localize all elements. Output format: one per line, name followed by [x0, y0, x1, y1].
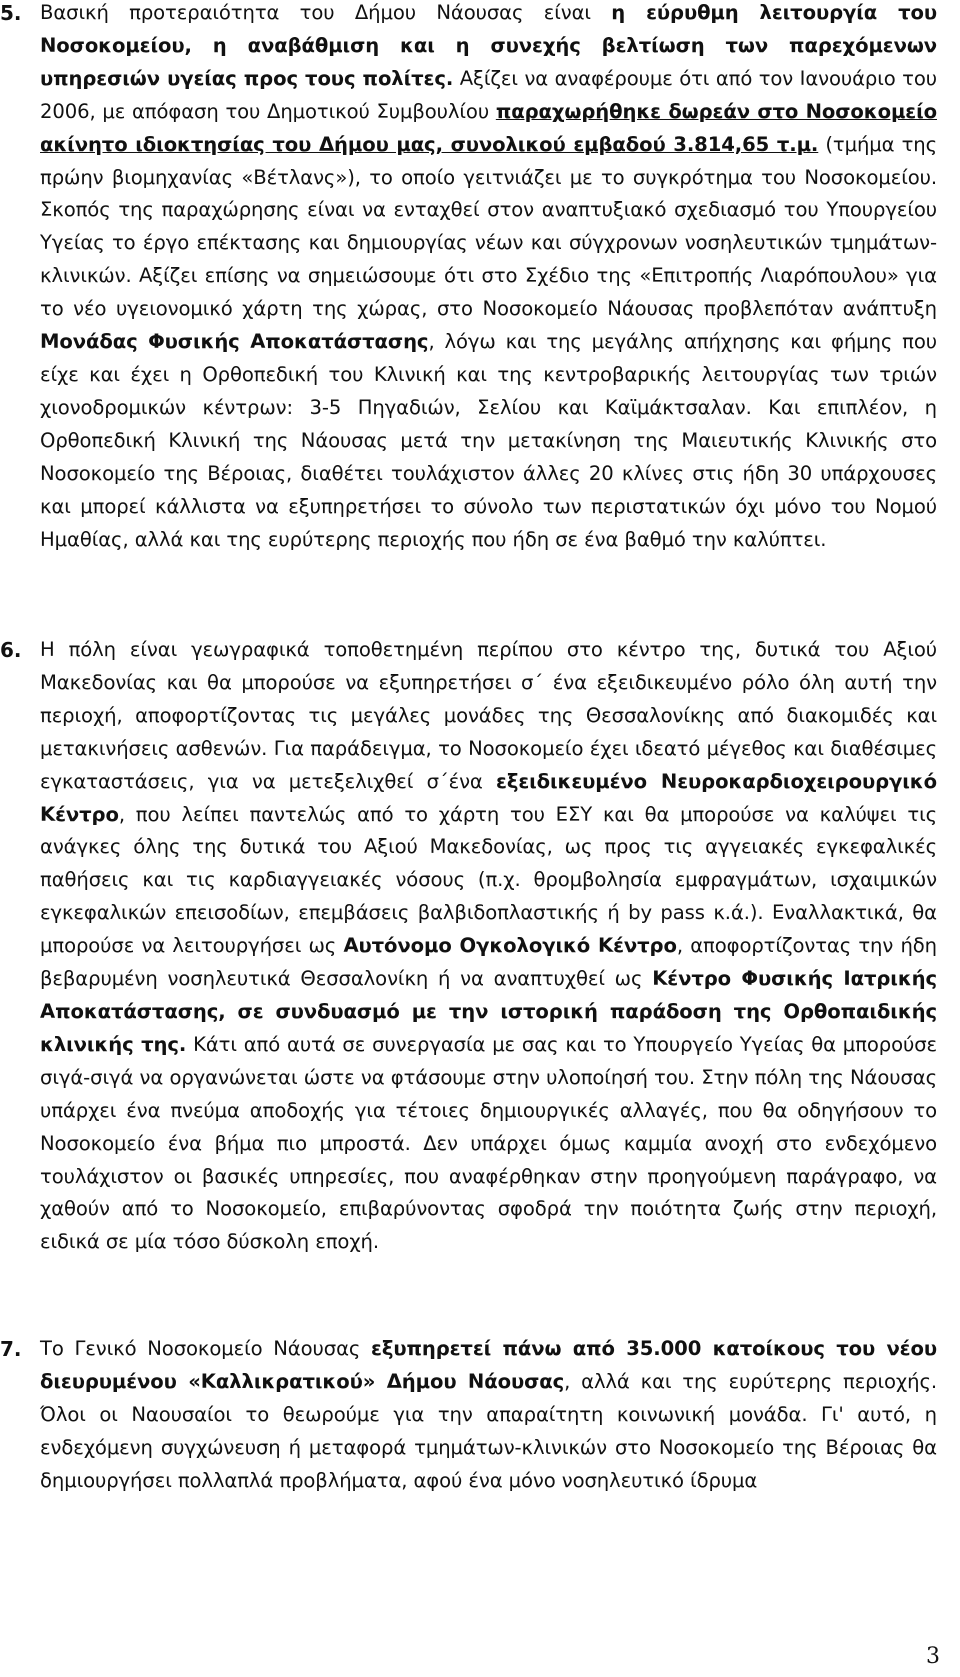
text-run: παραχωρήθηκε δωρεάν στο Νοσοκομείο	[495, 99, 937, 123]
text-run: Το Γενικό Νοσοκομείο Νάουσας	[40, 1337, 372, 1360]
text-run: Κέντρο Φυσικής Ιατρικής Αποκατάστασης, σε συνδυασμό με την ιστορική παράδοση της Ορθοπαιδικής κλινικής της.	[40, 967, 938, 1056]
text-run: εξειδικευμένο Νευροκαρδιοχειρουργικό Κέντρο	[40, 769, 937, 826]
text-run: , αλλά και της ευρύτερης περιοχής. Όλοι οι Ναουσαίοι το θεωρούμε για την απαραίτητη κοινωνική μονάδα. Γι' αυτό, η ενδεχόμενη συγχώνευση ή μεταφορά τμημάτων-κλινικών στο Νοσοκομείο της Βέροιας θα δημιουργήσει πολλαπλά προβλήματα, αφού ένα μόνο νοσηλευτικό ίδρυμα	[40, 1369, 937, 1492]
text-run: , αποφορτίζοντας την ήδη βεβαρυμένη νοσηλευτικά Θεσσαλονίκη ή να αναπτυχθεί ως	[40, 934, 938, 991]
numbered-paragraph-7	[0, 1333, 960, 1498]
text-run: , που λείπει παντελώς από το χάρτη του ΕΣΥ και θα μπορούσε να καλύψει τις ανάγκες όλης της δυτικά του Αξιού Μακεδονίας, ως προς τις αγγειακές εγκεφαλικές παθήσεις και τις καρδιαγγειακές νόσους (π.χ. θρομβολησία εμφραγμάτων, ισχαιμικών εγκεφαλικών επεισοδίων, επεμβάσεις βαλβιδοπλαστικής ή by pass κ.ά.). Εναλλακτικά, θα μπορούσε να λειτουργήσει ως	[40, 802, 937, 958]
item-number: 6.	[0, 638, 22, 662]
text-run: , λόγω και της μεγάλης απήχησης και φήμης που είχε και έχει η Ορθοπεδική του Κλινική και της κεντροβαρικής λειτουργίας των τριών χιονοδρομικών κέντρων: 3-5 Πηγαδιών, Σελίου και Καϊμάκτσαλαν. Και επιπλέον, η Ορθοπεδική Κλινική της Νάουσας μετά την μετακίνηση της Μαιευτικής Κλινικής στο Νοσοκομείο της Βέροιας, διαθέτει τουλάχιστον άλλες 20 κλίνες στις ήδη 30 υπάρχουσες και μπορεί κάλλιστα να εξυπηρετήσει το σύνολο των περιστατικών όχι μόνο του Νομού Ημαθίας, αλλά και της ευρύτερης περιοχής που ήδη σε ένα βαθμό την καλύπτει.	[40, 330, 937, 551]
text-run: ακίνητο ιδιοκτησίας του Δήμου μας, συνολικού εμβαδού 3.814,65 τ.μ.	[40, 132, 819, 156]
numbered-paragraph-5	[0, 0, 960, 556]
paragraph-text	[40, 634, 937, 1259]
text-run: Κάτι από αυτά σε συνεργασία με σας και το Υπουργείο Υγείας θα μπορούσε σιγά-σιγά να οργανώνεται ώστε να φτάσουμε στην υλοποίησή του. Στην πόλη της Νάουσας υπάρχει ένα πνεύμα αποδοχής για τέτοιες δημιουργικές αλλαγές, που θα οδηγήσουν το Νοσοκομείο ένα βήμα πιο μπροστά. Δεν υπάρχει όμως καμμία ανοχή στο ενδεχόμενο τουλάχιστον οι βασικές υπηρεσίες, που αναφέρθηκαν στην προηγούμενη παράγραφο, να χαθούν από το Νοσοκομείο, επιβαρύνοντας σφοδρά την ποιότητα ζωής στην περιοχή, ειδικά σε μία τόσο δύσκολη εποχή.	[40, 1032, 938, 1254]
numbered-paragraph-6	[0, 634, 960, 1259]
text-run: Μονάδας Φυσικής Αποκατάστασης	[40, 330, 429, 354]
text-run: Η πόλη είναι γεωγραφικά τοποθετημένη περίπου στο κέντρο της, δυτικά του Αξιού Μακεδονίας και θα μπορούσε να εξυπηρετήσει σ΄ ένα εξειδικευμένο ρόλο όλη αυτή την περιοχή, αποφορτίζοντας τις μεγάλες μονάδες της Θεσσαλονίκης από διακομιδές και μετακινήσεις ασθενών. Για παράδειγμα, το Νοσοκομείο έχει ιδεατό μέγεθος και διαθέσιμες εγκαταστάσεις, για να μετεξελιχθεί σ΄ένα	[40, 638, 937, 793]
paragraph-text	[40, 0, 937, 556]
text-run: (τμήμα της πρώην βιομηχανίας «Βέτλανς»), το οποίο γειτνιάζει με το συγκρότημα του Νοσοκομείου. Σκοπός της παραχώρησης είναι να ενταχθεί στον αναπτυξιακό σχεδιασμό του Υπουργείου Υγείας το έργο επέκτασης και δημιουργίας νέων και σύγχρονων νοσηλευτικών τμημάτων-κλινικών. Αξίζει επίσης να σημειώσουμε ότι στο Σχέδιο της «Επιτροπής Λιαρόπουλου» για το νέο υγειονομικό χάρτη της χώρας, στο Νοσοκομείο Νάουσας προβλεπόταν ανάπτυξη	[40, 132, 937, 321]
text-run: εξυπηρετεί πάνω από 35.000 κατοίκους του νέου διευρυμένου «Καλλικρατικού» Δήμου Νάουσας	[40, 1337, 937, 1393]
text-run: Αυτόνομο Ογκολογικό Κέντρο	[343, 934, 677, 958]
item-number: 7.	[0, 1337, 22, 1361]
paragraph-text	[40, 1333, 937, 1498]
item-number: 5.	[0, 1, 22, 25]
page-number: 3	[926, 1644, 940, 1669]
text-run: Αξίζει να αναφέρουμε ότι από τον Ιανουάριο του 2006, με απόφαση του Δημοτικού Συμβουλίου	[40, 66, 937, 123]
text-run: Βασική προτεραιότητα του Δήμου Νάουσας είναι	[40, 1, 612, 24]
text-run: η εύρυθμη λειτουργία του Νοσοκομείου, η αναβάθμιση και η συνεχής βελτίωση των παρεχόμενων υπηρεσιών υγείας προς τους πολίτες.	[40, 1, 937, 90]
